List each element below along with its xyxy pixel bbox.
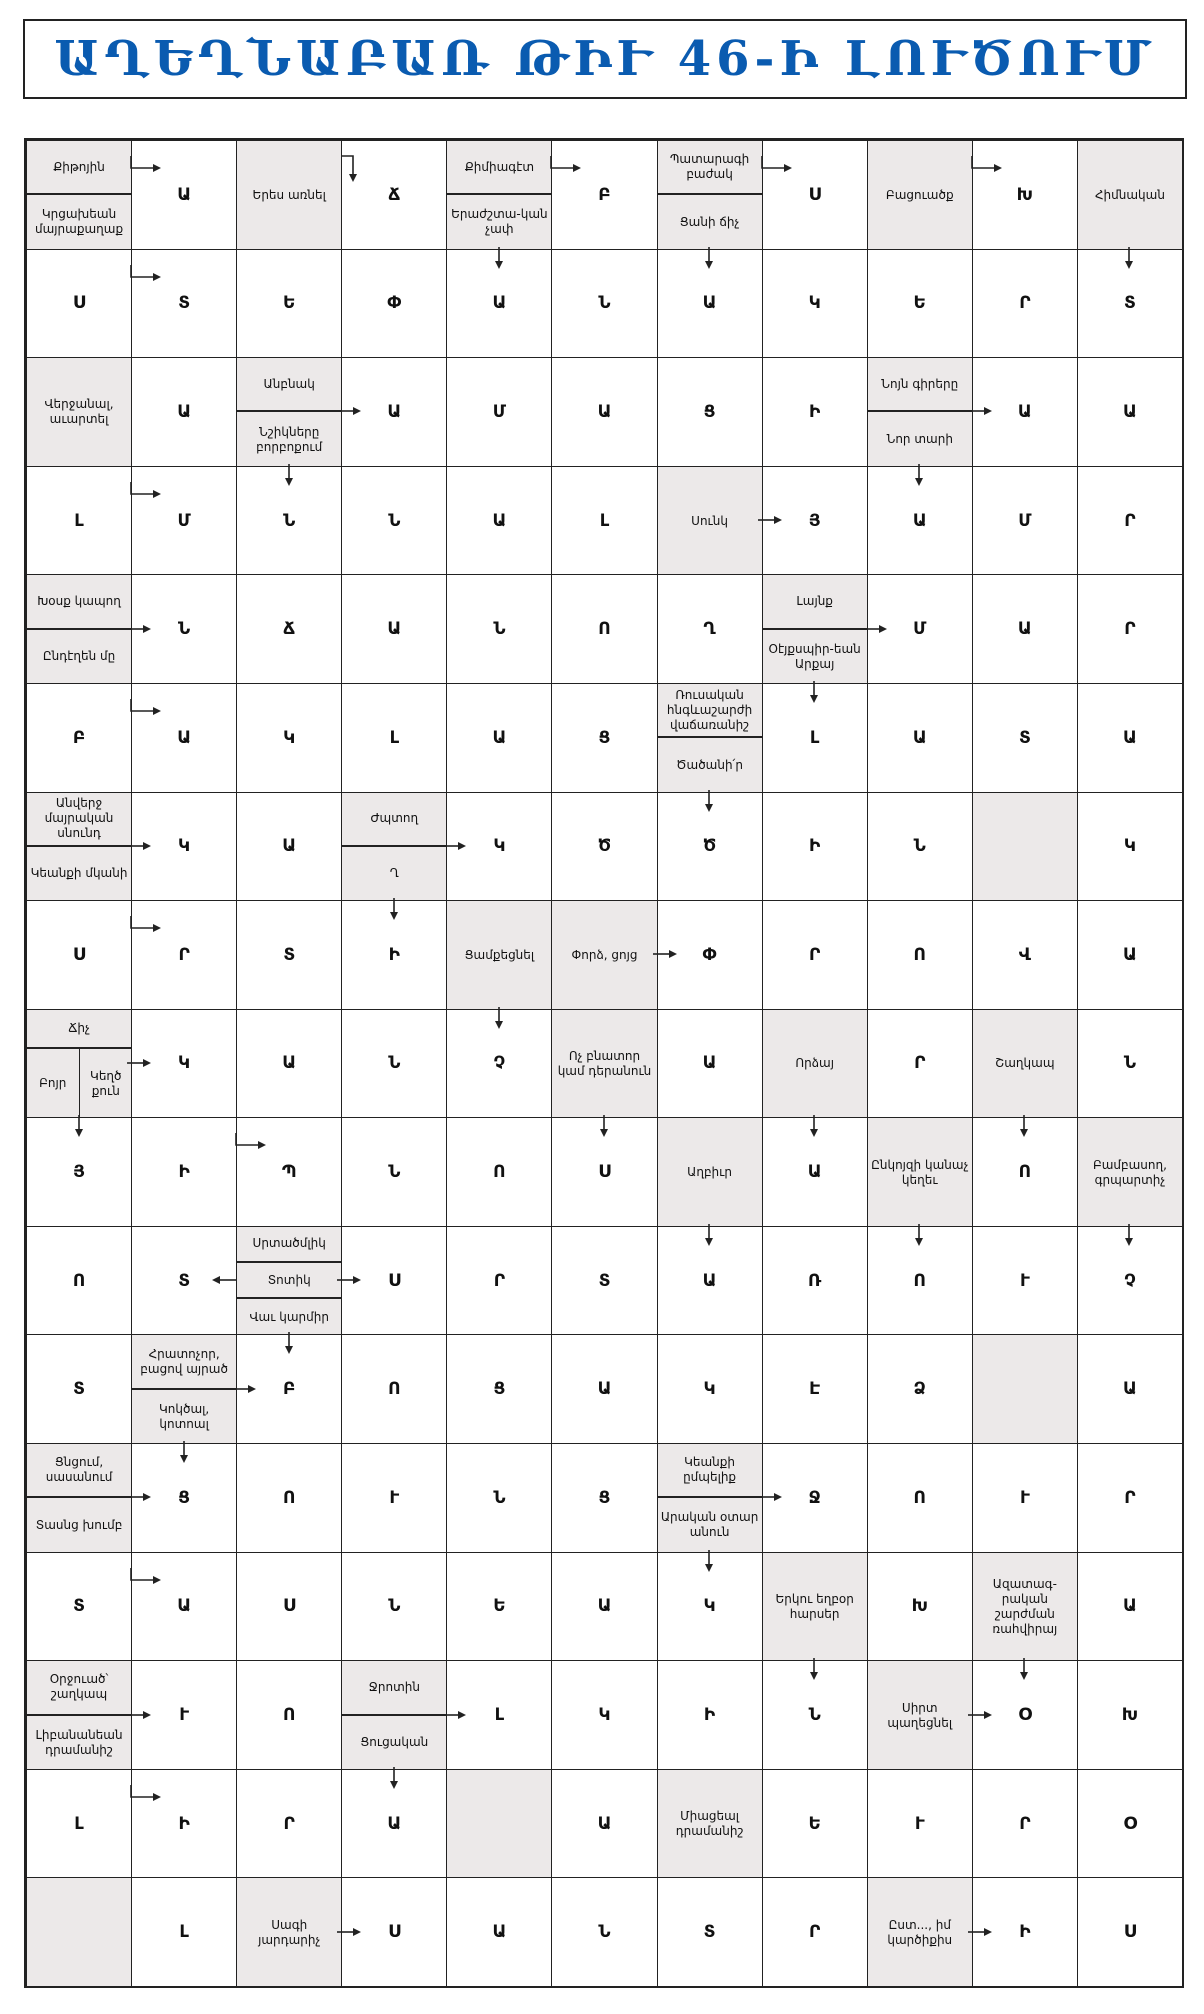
letter-cell[interactable]: Կ <box>131 1009 237 1119</box>
letter-cell[interactable]: Ն <box>446 574 552 684</box>
letter-cell[interactable]: Փ <box>341 249 447 359</box>
arrow-icon <box>129 697 169 737</box>
arrow-icon <box>1016 1656 1056 1696</box>
letter-cell[interactable]: Ո <box>236 1443 342 1553</box>
letter-cell[interactable]: Ճ <box>236 574 342 684</box>
clue-text: Սիրտ պաղեցնել <box>887 1700 953 1730</box>
letter-cell[interactable]: Ա <box>341 1769 447 1879</box>
letter-cell[interactable]: Ձ <box>867 1334 973 1444</box>
arrow-icon <box>129 480 169 520</box>
clue-cell <box>26 140 132 250</box>
letter-cell[interactable]: Ր <box>867 1009 973 1119</box>
clue-cell <box>446 140 552 250</box>
letter-cell[interactable]: Ո <box>867 900 973 1010</box>
arrow-icon <box>966 1707 1006 1747</box>
letter-cell[interactable]: Ա <box>341 574 447 684</box>
clue-text: Նոր տարի <box>886 432 953 447</box>
letter-cell[interactable]: Ճ <box>341 140 447 250</box>
letter-cell[interactable]: Ս <box>551 1117 657 1227</box>
letter-cell[interactable]: Օ <box>972 1660 1078 1770</box>
letter-cell[interactable]: Ի <box>762 792 868 902</box>
arrow-icon <box>701 1222 741 1262</box>
arrow-icon <box>760 154 800 194</box>
letter-cell[interactable]: Ա <box>867 683 973 793</box>
arrow-icon <box>911 462 951 502</box>
arrow-icon <box>129 154 169 194</box>
clue-text: Աղբիւր <box>687 1165 732 1180</box>
clue-cell <box>551 900 657 1010</box>
clue-text: Ճիչ <box>27 1010 131 1049</box>
letter-cell[interactable]: Մ <box>972 466 1078 576</box>
letter-cell[interactable]: Կ <box>131 792 237 902</box>
clue-text: Ցնցում, սասանում <box>27 1444 131 1498</box>
title-banner <box>23 19 1187 99</box>
letter-cell[interactable]: Ն <box>236 466 342 576</box>
letter-cell[interactable]: Տ <box>131 249 237 359</box>
letter-cell[interactable]: Ա <box>657 1226 763 1336</box>
letter-cell[interactable]: Ա <box>446 1877 552 1987</box>
clue-cell <box>26 357 132 467</box>
letter-cell[interactable]: Չ <box>446 1009 552 1119</box>
clue-cell <box>657 140 763 250</box>
letter-cell[interactable]: Ա <box>446 249 552 359</box>
letter-cell[interactable]: Մ <box>446 357 552 467</box>
clue-cell <box>341 1660 447 1770</box>
letter-cell[interactable]: Ց <box>657 357 763 467</box>
letter-cell[interactable]: Կ <box>657 1552 763 1662</box>
clue-text: Ոչ բնատոր կամ դերանուն <box>557 1048 652 1078</box>
letter-cell[interactable]: Ա <box>131 357 237 467</box>
letter-cell[interactable]: Տ <box>551 1226 657 1336</box>
letter-cell[interactable]: Ն <box>341 1552 447 1662</box>
letter-cell[interactable]: Ո <box>341 1334 447 1444</box>
clue-cell <box>26 574 132 684</box>
clue-text: Քիթոյին <box>27 141 131 195</box>
arrow-icon <box>129 914 169 954</box>
letter-cell[interactable]: Ս <box>1077 1877 1183 1987</box>
arrow-icon <box>176 1439 216 1479</box>
clue-text: Քիմիագէտ <box>447 141 551 195</box>
clue-cell <box>26 792 132 902</box>
letter-cell[interactable]: Կ <box>236 683 342 793</box>
letter-cell[interactable]: Ն <box>551 249 657 359</box>
letter-cell[interactable]: Ն <box>341 466 447 576</box>
clue-text: Նշիկները բորբոքում <box>256 424 323 454</box>
clue-text: Ծածանի՛ր <box>676 757 743 772</box>
letter-cell[interactable]: Տ <box>972 683 1078 793</box>
clue-text: Ջրոտին <box>342 1661 446 1715</box>
letter-cell[interactable]: Ա <box>762 1117 868 1227</box>
letter-cell[interactable]: Ա <box>236 792 342 902</box>
letter-cell[interactable]: Ց <box>446 1334 552 1444</box>
letter-cell[interactable]: Լ <box>762 683 868 793</box>
clue-cell <box>236 357 342 467</box>
letter-cell[interactable]: Բ <box>551 140 657 250</box>
clue-text: Խօսք կապող <box>27 575 131 629</box>
clue-text: Միացեալ դրամանիշ <box>675 1809 744 1839</box>
letter-cell[interactable]: Մ <box>131 466 237 576</box>
letter-cell[interactable]: Ս <box>26 900 132 1010</box>
letter-cell[interactable]: Ւ <box>341 1443 447 1553</box>
clue-text: Շաղկապ <box>995 1056 1055 1071</box>
letter-cell[interactable]: Վ <box>972 900 1078 1010</box>
clue-text: Կեանքի մկանի <box>30 866 128 881</box>
clue-cell <box>867 1660 973 1770</box>
letter-cell[interactable]: Խ <box>1077 1660 1183 1770</box>
clue-cell <box>972 1009 1078 1119</box>
letter-cell[interactable]: Ղ <box>657 574 763 684</box>
clue-text: Երաժշտա-կան չափ <box>451 207 548 237</box>
clue-text: Ցամքեցնել <box>464 947 535 962</box>
clue-text: Ցուցական <box>360 1735 429 1750</box>
arrow-icon <box>339 154 379 194</box>
letter-cell[interactable]: Ա <box>1077 683 1183 793</box>
clue-cell <box>26 1660 132 1770</box>
letter-cell[interactable]: Լ <box>131 1877 237 1987</box>
letter-cell[interactable]: Ծ <box>657 792 763 902</box>
letter-cell[interactable]: Փ <box>657 900 763 1010</box>
clue-text: Ղ <box>389 866 399 881</box>
letter-cell[interactable]: Ց <box>131 1443 237 1553</box>
letter-cell[interactable]: Լ <box>446 1660 552 1770</box>
arrow-icon <box>440 838 480 878</box>
clue-cell <box>236 1877 342 1987</box>
letter-cell[interactable]: Ե <box>236 249 342 359</box>
clue-text: Լայնք <box>763 575 867 629</box>
clue-cell <box>657 1443 763 1553</box>
letter-cell[interactable]: Ռ <box>762 1226 868 1336</box>
letter-cell[interactable]: Ի <box>972 1877 1078 1987</box>
letter-cell[interactable]: Ր <box>1077 466 1183 576</box>
clue-cell <box>762 1552 868 1662</box>
letter-cell[interactable]: Է <box>762 1334 868 1444</box>
letter-cell[interactable]: Ւ <box>867 1769 973 1879</box>
arrow-icon <box>911 1222 951 1262</box>
letter-cell[interactable]: Ե <box>762 1769 868 1879</box>
clue-text: Օրջուած՝ շաղկապ <box>27 1661 131 1715</box>
arrow-icon <box>596 1113 636 1153</box>
letter-cell[interactable]: Յ <box>762 466 868 576</box>
letter-cell[interactable]: Տ <box>26 1334 132 1444</box>
clue-cell <box>26 1443 132 1553</box>
clue-text: Որձայ <box>795 1056 834 1071</box>
letter-cell[interactable]: Ա <box>1077 1552 1183 1662</box>
clue-text: Պատարագի բաժակ <box>658 141 762 195</box>
clue-cell <box>867 1877 973 1987</box>
letter-cell[interactable]: Ս <box>341 1226 447 1336</box>
clue-text: Ընդէղեն մը <box>42 649 116 664</box>
letter-cell[interactable]: Ա <box>1077 1334 1183 1444</box>
blocked-cell <box>972 1334 1078 1444</box>
letter-cell[interactable]: Ի <box>762 357 868 467</box>
arrow-icon <box>491 1005 531 1045</box>
letter-cell[interactable]: Ն <box>446 1443 552 1553</box>
blocked-cell <box>446 1769 552 1879</box>
arrow-icon <box>210 1272 250 1312</box>
clue-cell <box>131 1334 237 1444</box>
arrow-icon <box>756 1489 796 1529</box>
letter-cell[interactable]: Ա <box>236 1009 342 1119</box>
clue-text: Լիբանանեան դրամանիշ <box>35 1727 123 1757</box>
letter-cell[interactable]: Յ <box>26 1117 132 1227</box>
arrow-icon <box>806 679 846 719</box>
letter-cell[interactable]: Ի <box>657 1660 763 1770</box>
clue-cell <box>1077 1117 1183 1227</box>
letter-cell[interactable]: Ւ <box>131 1660 237 1770</box>
clue-text: Կեանքի ըմպելիք <box>658 1444 762 1498</box>
letter-cell[interactable]: Ն <box>1077 1009 1183 1119</box>
clue-text: Արական օտար անուն <box>660 1510 759 1540</box>
letter-cell[interactable]: Ր <box>972 1769 1078 1879</box>
letter-cell[interactable]: Ա <box>1077 900 1183 1010</box>
clue-text: Կեղծ քուն <box>90 1068 122 1098</box>
clue-cell <box>26 1009 132 1119</box>
letter-cell[interactable]: Ն <box>131 574 237 684</box>
letter-cell[interactable]: Ր <box>762 900 868 1010</box>
clue-cell <box>867 1117 973 1227</box>
letter-cell[interactable]: Ր <box>236 1769 342 1879</box>
letter-cell[interactable]: Չ <box>1077 1226 1183 1336</box>
letter-cell[interactable]: Ա <box>131 140 237 250</box>
clue-cell <box>657 1769 763 1879</box>
letter-cell[interactable]: Լ <box>341 683 447 793</box>
arrow-icon <box>701 1548 741 1588</box>
clue-text: Ազատագ-րական շարժման ռահվիրայ <box>992 1576 1058 1636</box>
letter-cell[interactable]: Ն <box>341 1009 447 1119</box>
letter-cell[interactable]: Ն <box>551 1877 657 1987</box>
clue-text: Հիմնական <box>1094 187 1165 202</box>
letter-cell[interactable]: Ա <box>551 357 657 467</box>
letter-cell[interactable]: Ս <box>341 1877 447 1987</box>
arrow-icon <box>491 245 531 285</box>
arrow-icon <box>1121 245 1161 285</box>
letter-cell[interactable]: Լ <box>26 1769 132 1879</box>
clue-cell <box>551 1009 657 1119</box>
letter-cell[interactable]: Ս <box>236 1552 342 1662</box>
clue-text: Նոյն գիրերը <box>868 358 972 412</box>
letter-cell[interactable]: Տ <box>657 1877 763 1987</box>
clue-text: Երկու եղբօր հարսեր <box>775 1591 854 1621</box>
blocked-cell <box>26 1877 132 1987</box>
letter-cell[interactable]: Պ <box>236 1117 342 1227</box>
arrow-icon <box>129 263 169 303</box>
letter-cell[interactable]: Ց <box>551 1443 657 1553</box>
clue-cell <box>341 792 447 902</box>
letter-cell[interactable]: Ի <box>131 1769 237 1879</box>
clue-cell <box>867 357 973 467</box>
letter-cell[interactable]: Ո <box>236 1660 342 1770</box>
letter-cell[interactable]: Ր <box>1077 574 1183 684</box>
letter-cell[interactable]: Ց <box>551 683 657 793</box>
letter-cell[interactable]: Լ <box>551 466 657 576</box>
letter-cell[interactable]: Ր <box>1077 1443 1183 1553</box>
arrow-icon <box>966 1924 1006 1964</box>
clue-text: Տասնց խումբ <box>35 1517 123 1532</box>
arrow-icon <box>125 1489 165 1529</box>
arrow-icon <box>125 1707 165 1747</box>
letter-cell[interactable]: Մ <box>867 574 973 684</box>
letter-cell[interactable]: Ո <box>867 1226 973 1336</box>
clue-text: Հրատոչոր, բացով այրած <box>132 1335 236 1389</box>
letter-cell[interactable]: Խ <box>972 140 1078 250</box>
arrow-icon <box>970 154 1010 194</box>
clue-text: Տոտիկ <box>237 1263 341 1299</box>
clue-text: Բացուածք <box>885 187 954 202</box>
arrow-icon <box>861 621 901 661</box>
arrow-icon <box>756 512 796 552</box>
arrow-icon <box>386 896 426 936</box>
arrow-icon <box>806 1113 846 1153</box>
letter-cell[interactable]: Ա <box>972 574 1078 684</box>
clue-cell <box>657 1117 763 1227</box>
arrow-icon <box>966 403 1006 443</box>
letter-cell[interactable]: Ն <box>762 1660 868 1770</box>
clue-text: Վաւ կարմիր <box>249 1309 329 1324</box>
letter-cell[interactable]: Ա <box>446 683 552 793</box>
letter-cell[interactable]: Ն <box>867 792 973 902</box>
clue-text: Սագի յարդարիչ <box>258 1917 321 1947</box>
letter-cell[interactable]: Ն <box>341 1117 447 1227</box>
arrow-icon <box>125 1055 165 1095</box>
arrow-icon <box>129 1783 169 1823</box>
letter-cell[interactable]: Ւ <box>972 1443 1078 1553</box>
crossword-grid <box>24 138 1184 1988</box>
letter-cell[interactable]: Կ <box>762 249 868 359</box>
letter-cell[interactable]: Ա <box>446 466 552 576</box>
letter-cell[interactable]: Ծ <box>551 792 657 902</box>
letter-cell[interactable]: Ե <box>867 249 973 359</box>
clue-text: Ցանի ճիչ <box>679 214 740 229</box>
letter-cell[interactable]: Ա <box>867 466 973 576</box>
clue-cell <box>972 1552 1078 1662</box>
arrow-icon <box>230 1381 270 1421</box>
clue-text: Անբնակ <box>237 358 341 412</box>
clue-text: Կրցախեան մայրաքաղաք <box>34 207 124 237</box>
arrow-icon <box>129 1566 169 1606</box>
arrow-icon <box>125 621 165 661</box>
letter-cell[interactable]: Տ <box>236 900 342 1010</box>
arrow-icon <box>651 946 691 986</box>
clue-cell <box>867 140 973 250</box>
arrow-icon <box>234 1131 274 1171</box>
arrow-icon <box>335 1924 375 1964</box>
letter-cell[interactable]: Ա <box>341 357 447 467</box>
arrow-icon <box>701 245 741 285</box>
letter-cell[interactable]: Տ <box>1077 249 1183 359</box>
letter-cell[interactable]: Տ <box>26 1552 132 1662</box>
letter-cell[interactable]: Ա <box>131 683 237 793</box>
arrow-icon <box>701 788 741 828</box>
letter-cell[interactable]: Ր <box>762 1877 868 1987</box>
letter-cell[interactable]: Ա <box>551 1769 657 1879</box>
clue-text: Ըստ..., իմ կարծիքիս <box>887 1917 953 1947</box>
letter-cell[interactable]: Ջ <box>762 1443 868 1553</box>
clue-text: Վերջանալ, աւարտել <box>44 397 114 427</box>
clue-cell <box>762 1009 868 1119</box>
clue-text: Բամբասող, գրպարտիչ <box>1092 1157 1167 1187</box>
clue-text: Ընկոյզի կանաչ կեղեւ <box>871 1157 969 1187</box>
letter-cell[interactable]: Ր <box>131 900 237 1010</box>
clue-cell <box>446 900 552 1010</box>
letter-cell[interactable]: Կ <box>657 1334 763 1444</box>
letter-cell[interactable]: Ա <box>657 249 763 359</box>
letter-cell[interactable]: Ր <box>972 249 1078 359</box>
arrow-icon <box>281 462 321 502</box>
letter-cell[interactable]: Ո <box>972 1117 1078 1227</box>
letter-cell[interactable]: Բ <box>26 683 132 793</box>
letter-cell[interactable]: Օ <box>1077 1769 1183 1879</box>
clue-text: Անվերջ մայրական սնունդ <box>27 793 131 847</box>
arrow-icon <box>335 1272 375 1312</box>
clue-cell <box>657 466 763 576</box>
letter-cell[interactable]: Ա <box>131 1552 237 1662</box>
arrow-icon <box>549 154 589 194</box>
clue-text: Ժպտող <box>342 793 446 847</box>
letter-cell[interactable]: Կ <box>446 792 552 902</box>
clue-text: Երես առնել <box>252 187 326 202</box>
blocked-cell <box>972 792 1078 902</box>
letter-cell[interactable]: Ո <box>867 1443 973 1553</box>
letter-cell[interactable]: Ա <box>1077 357 1183 467</box>
arrow-icon <box>335 403 375 443</box>
letter-cell[interactable]: Կ <box>1077 792 1183 902</box>
clue-cell <box>657 683 763 793</box>
clue-cell <box>1077 140 1183 250</box>
clue-text: Սրտածմլիկ <box>237 1227 341 1263</box>
letter-cell[interactable]: Ե <box>446 1552 552 1662</box>
letter-cell[interactable]: Բ <box>236 1334 342 1444</box>
clue-text: Կոկծալ, կոտոալ <box>159 1401 210 1431</box>
clue-text: Փորձ, ցոյց <box>571 947 638 962</box>
arrow-icon <box>1016 1113 1056 1153</box>
arrow-icon <box>386 1765 426 1805</box>
arrow-icon <box>125 838 165 878</box>
arrow-icon <box>440 1707 480 1747</box>
letter-cell[interactable]: Տ <box>131 1226 237 1336</box>
clue-text: Բոյր <box>27 1049 80 1118</box>
letter-cell[interactable]: Լ <box>26 466 132 576</box>
letter-cell[interactable]: Կ <box>551 1660 657 1770</box>
clue-text: Օէյքսպիր-եան Արքայ <box>768 641 861 671</box>
letter-cell[interactable]: Ի <box>131 1117 237 1227</box>
letter-cell[interactable]: Ո <box>26 1226 132 1336</box>
letter-cell[interactable]: Ր <box>446 1226 552 1336</box>
letter-cell[interactable]: Ա <box>972 357 1078 467</box>
clue-text: Սունկ <box>691 513 728 528</box>
clue-cell <box>762 574 868 684</box>
letter-cell[interactable]: Ի <box>341 900 447 1010</box>
letter-cell[interactable]: Ա <box>551 1552 657 1662</box>
arrow-icon <box>806 1656 846 1696</box>
letter-cell[interactable]: Ւ <box>972 1226 1078 1336</box>
letter-cell[interactable]: Ա <box>551 1334 657 1444</box>
arrow-icon <box>1121 1222 1161 1262</box>
arrow-icon <box>71 1113 111 1153</box>
arrow-icon <box>281 1330 321 1370</box>
clue-text: Ռուսական հնգևաշարժի վաճառանիշ <box>658 684 762 738</box>
letter-cell[interactable]: Խ <box>867 1552 973 1662</box>
letter-cell[interactable]: Ո <box>446 1117 552 1227</box>
letter-cell[interactable]: Ս <box>762 140 868 250</box>
letter-cell[interactable]: Ա <box>657 1009 763 1119</box>
clue-cell <box>236 1226 342 1336</box>
letter-cell[interactable]: Ս <box>26 249 132 359</box>
clue-cell <box>236 140 342 250</box>
letter-cell[interactable]: Ո <box>551 574 657 684</box>
page-title: ԱՂԵՂՆԱԲԱՌ ԹԻՒ 46-Ի ԼՈՒԾՈՒՄ <box>54 31 1156 87</box>
